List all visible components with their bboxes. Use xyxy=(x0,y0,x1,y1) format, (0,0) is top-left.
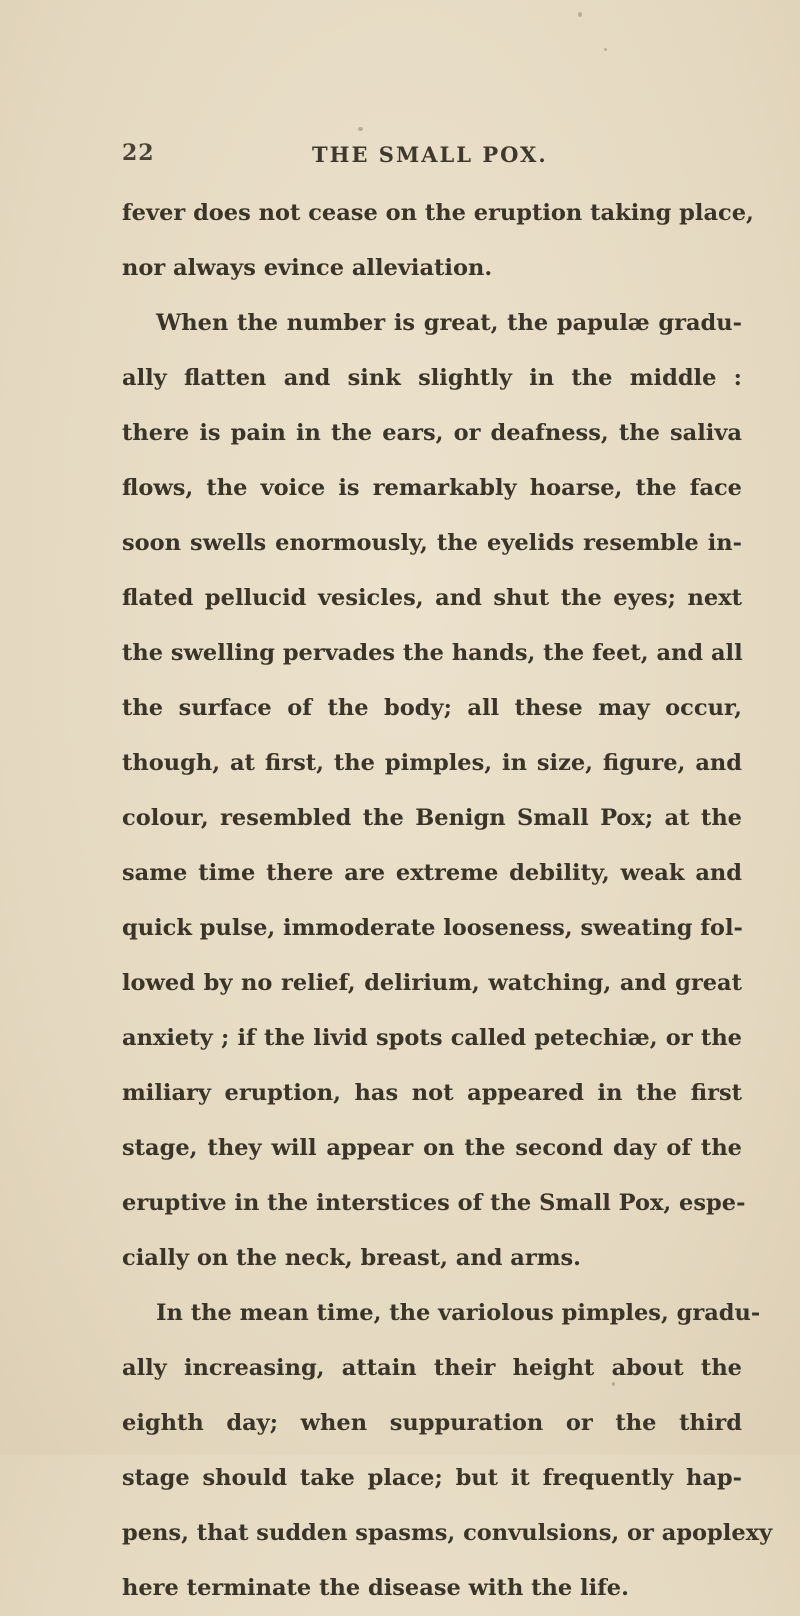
body-text xyxy=(122,186,773,1616)
text-line: same time there are extreme debility, weak and xyxy=(122,860,742,886)
paper-speck xyxy=(358,127,363,131)
text-line: ally flatten and sink slightly in the middle : xyxy=(122,365,742,391)
paper-speck xyxy=(578,12,582,17)
text-line: eighth day; when suppuration or the third xyxy=(122,1410,742,1436)
paper-speck xyxy=(604,48,607,51)
text-line: stage, they will appear on the second day of the xyxy=(122,1135,742,1161)
text-line: pens, that sudden spasms, convulsions, or apoplexy xyxy=(122,1520,773,1546)
text-line: the surface of the body; all these may occur, xyxy=(122,695,742,721)
text-line: the swelling pervades the hands, the feet, and all xyxy=(122,640,743,666)
page-number: 22 xyxy=(122,140,155,166)
running-title: THE SMALL POX. xyxy=(312,142,548,167)
text-line: eruptive in the interstices of the Small Pox, espe- xyxy=(122,1190,746,1216)
text-line: quick pulse, immoderate looseness, sweating fol- xyxy=(122,915,743,941)
text-line: miliary eruption, has not appeared in the first xyxy=(122,1080,742,1106)
running-head xyxy=(122,140,742,174)
text-line: fever does not cease on the eruption taking place, xyxy=(122,200,754,226)
text-line: soon swells enormously, the eyelids resemble in- xyxy=(122,530,742,556)
text-line: anxiety ; if the livid spots called petechiæ, or the xyxy=(122,1025,742,1051)
text-line: cially on the neck, breast, and arms. xyxy=(122,1245,582,1271)
text-line: When the number is great, the papulæ gradu- xyxy=(156,310,742,336)
text-line: stage should take place; but it frequently hap- xyxy=(122,1465,742,1491)
text-line: ally increasing, attain their height about the xyxy=(122,1355,742,1381)
text-line: nor always evince alleviation. xyxy=(122,255,493,281)
text-line: flated pellucid vesicles, and shut the eyes; next xyxy=(122,585,742,611)
text-line: lowed by no relief, delirium, watching, and great xyxy=(122,970,742,996)
text-line: here terminate the disease with the life. xyxy=(122,1575,629,1601)
text-line: though, at first, the pimples, in size, figure, and xyxy=(122,750,742,776)
text-line: In the mean time, the variolous pimples, gradu- xyxy=(156,1300,761,1326)
text-line: flows, the voice is remarkably hoarse, the face xyxy=(122,475,742,501)
text-line: there is pain in the ears, or deafness, the saliva xyxy=(122,420,742,446)
paper-speck xyxy=(612,1382,615,1386)
text-line: colour, resembled the Benign Small Pox; at the xyxy=(122,805,742,831)
